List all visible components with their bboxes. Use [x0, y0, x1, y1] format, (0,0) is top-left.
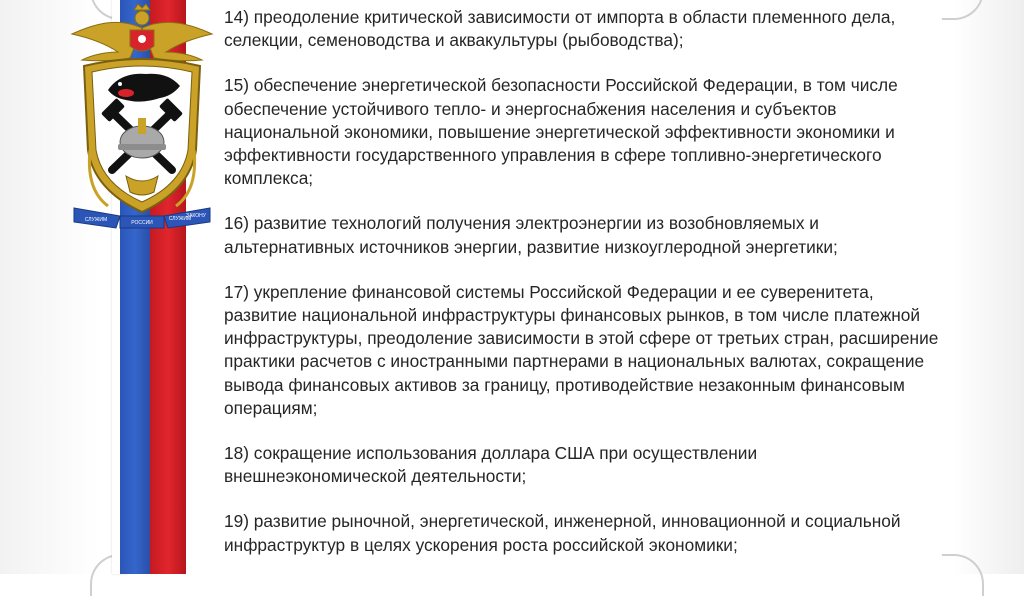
right-frame-panel: [954, 0, 1024, 574]
paragraph-15: 15) обеспечение энергетической безопасности Российской Федерации, в том числе обеспечение устойчивого тепло- и энергоснабжения населения и субъектов национальной экономики, повышение энергетической эффективности экономики и эффективности государственного управления в сфере топливно-энергетического комплекса;: [224, 75, 898, 189]
paragraph-18: 18) сокращение использования доллара США при осуществлении внешнеэкономической деятельности;: [224, 443, 758, 487]
ribbon-text: РОССИИ: [131, 220, 153, 226]
ribbon-text: ЗАКОНУ: [186, 213, 206, 219]
paragraph-17: 17) укрепление финансовой системы Российской Федерации и ее суверенитета, развитие национальной инфраструктуры финансовых рынков, в том числе платежной инфраструктуры, преодоление зависимости в этой сфере от третьих стран, расширение практики расчетов с иностранными партнерами в национальных валютах, сокращение вывода финансовых активов за границу, противодействие незаконным финансовым операциям;: [224, 281, 939, 418]
paragraph-14: 14) преодоление критической зависимости от импорта в области племенного дела, селекции, семеноводства и аквакультуры (рыбоводства);: [224, 7, 896, 51]
paragraph-19: 19) развитие рыночной, энергетической, инженерной, инновационной и социальной инфраструктур в целях ускорения роста российской экономики;: [224, 511, 901, 555]
document-body: [224, 6, 944, 579]
police-emblem-icon: [68, 0, 216, 232]
paragraph-16: 16) развитие технологий получения электроэнергии из возобновляемых и альтернативных источников энергии, развитие низкоуглеродной энергетики;: [224, 213, 838, 257]
ribbon-text: СЛУЖИМ: [84, 217, 108, 223]
ribbon-text: СЛУЖИМ: [168, 216, 192, 222]
